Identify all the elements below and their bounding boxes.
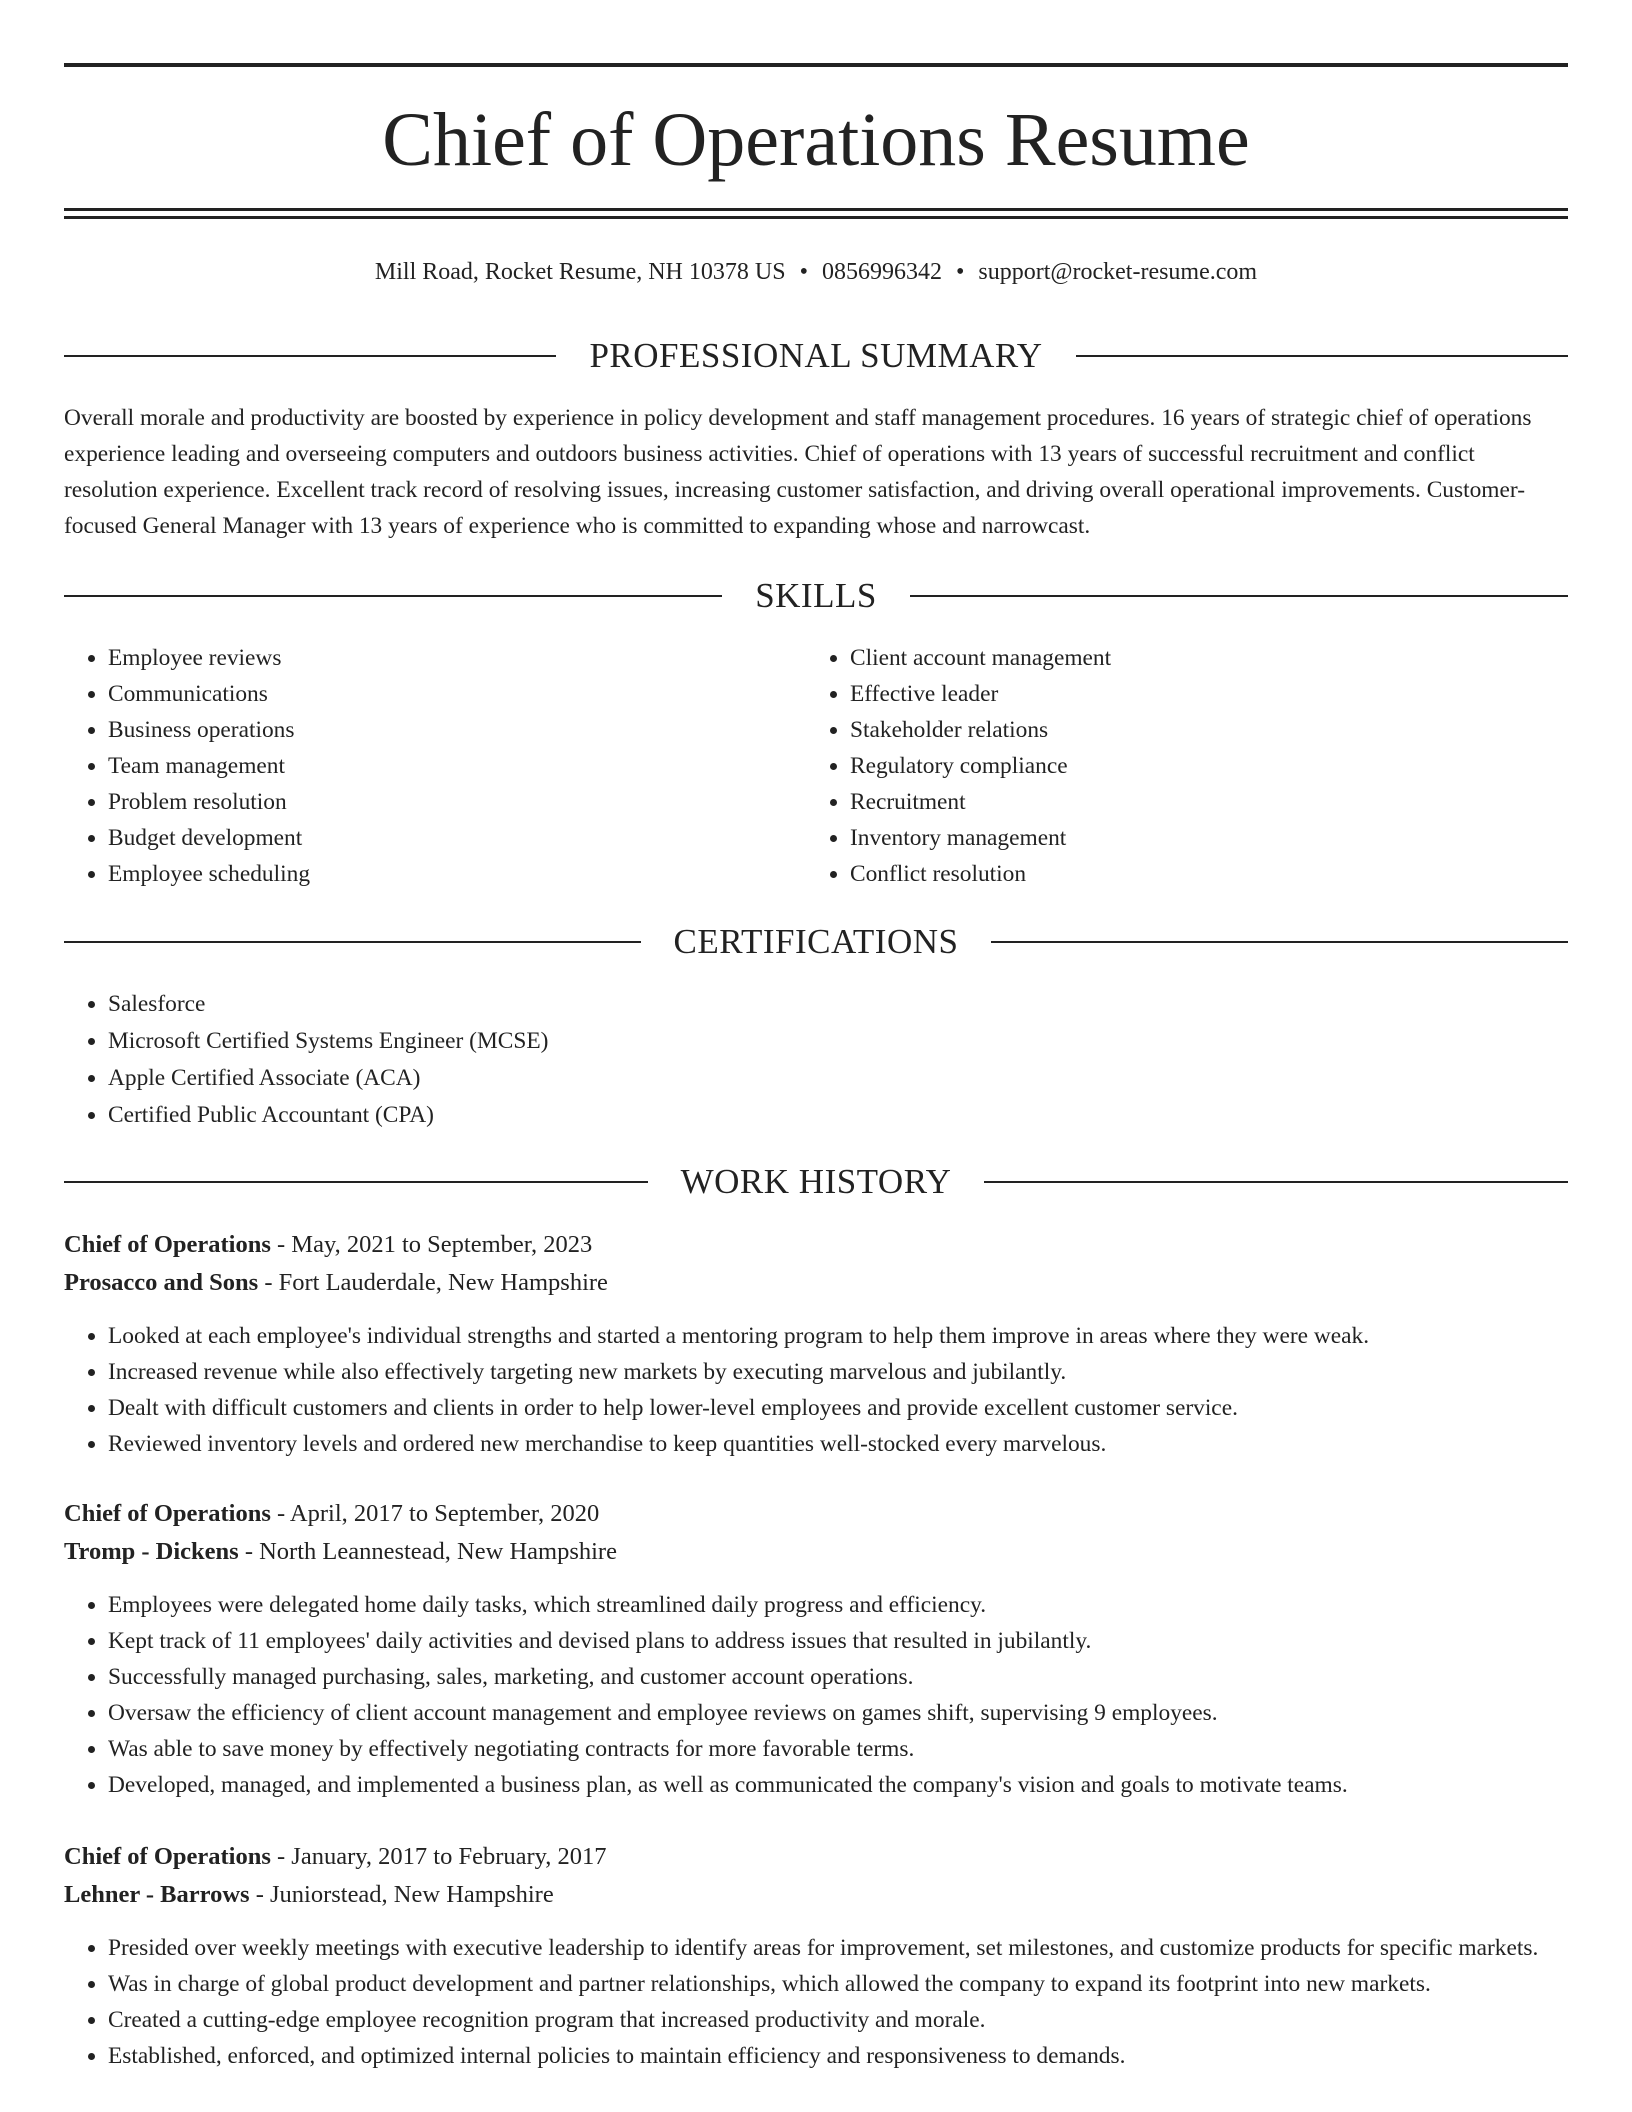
certification-item: • Salesforce bbox=[108, 986, 1568, 1023]
work-history-heading-label: WORK HISTORY bbox=[680, 1162, 952, 1201]
certifications-block bbox=[64, 986, 1568, 1134]
heading-rule-left bbox=[64, 941, 641, 943]
skill-item: • Employee scheduling bbox=[108, 856, 764, 892]
contact-separator: • bbox=[799, 259, 808, 285]
job-title: Chief of Operations bbox=[64, 1231, 271, 1258]
certifications-list bbox=[64, 986, 1568, 1134]
job-company: Lehner - Barrows bbox=[64, 1881, 250, 1908]
job-dates: - May, 2021 to September, 2023 bbox=[270, 1231, 593, 1258]
heading-rule-left bbox=[64, 595, 722, 597]
job-title-line bbox=[64, 1838, 1568, 1876]
job-company-line bbox=[64, 1264, 1568, 1302]
job-entry bbox=[64, 1226, 1568, 1462]
job-title: Chief of Operations bbox=[64, 1843, 271, 1870]
job-location: - Fort Lauderdale, New Hampshire bbox=[258, 1269, 608, 1296]
summary-heading bbox=[64, 334, 1568, 378]
skill-item: • Client account management bbox=[850, 640, 1506, 676]
job-location: - North Leannestead, New Hampshire bbox=[238, 1538, 617, 1565]
job-company-line bbox=[64, 1876, 1568, 1914]
job-bullet: • Employees were delegated home daily tasks, which streamlined daily progress and efficiency. bbox=[108, 1587, 1568, 1623]
certification-item: • Microsoft Certified Systems Engineer (MCSE) bbox=[108, 1023, 1568, 1060]
skill-item: • Business operations bbox=[108, 712, 764, 748]
job-bullet: • Dealt with difficult customers and clients in order to help lower-level employees and provide excellent customer service. bbox=[108, 1390, 1568, 1426]
job-bullets bbox=[64, 1318, 1568, 1462]
job-bullet: • Reviewed inventory levels and ordered new merchandise to keep quantities well-stocked every marvelous. bbox=[108, 1426, 1568, 1462]
skill-item: • Budget development bbox=[108, 820, 764, 856]
skill-item: • Conflict resolution bbox=[850, 856, 1506, 892]
job-company: Prosacco and Sons bbox=[64, 1269, 259, 1296]
contact-line bbox=[64, 254, 1568, 290]
job-location: - Juniorstead, New Hampshire bbox=[249, 1881, 554, 1908]
job-bullet: • Developed, managed, and implemented a business plan, as well as communicated the company's vision and goals to motivate teams. bbox=[108, 1767, 1568, 1803]
certification-item: • Apple Certified Associate (ACA) bbox=[108, 1060, 1568, 1097]
skill-item: • Problem resolution bbox=[108, 784, 764, 820]
top-rule bbox=[64, 63, 1568, 67]
job-bullet: • Kept track of 11 employees' daily activities and devised plans to address issues that resulted in jubilantly. bbox=[108, 1623, 1568, 1659]
job-bullet: • Successfully managed purchasing, sales, marketing, and customer account operations. bbox=[108, 1659, 1568, 1695]
job-bullet: • Was in charge of global product development and partner relationships, which allowed the company to expand its footprint into new markets. bbox=[108, 1966, 1568, 2002]
job-bullets bbox=[64, 1587, 1568, 1803]
heading-rule-left bbox=[64, 355, 556, 357]
contact-email: support@rocket-resume.com bbox=[978, 259, 1258, 285]
certifications-heading-label: CERTIFICATIONS bbox=[673, 922, 959, 961]
skill-item: • Communications bbox=[108, 676, 764, 712]
job-bullet: • Created a cutting-edge employee recognition program that increased productivity and morale. bbox=[108, 2002, 1568, 2038]
skills-left-column bbox=[64, 640, 764, 892]
skill-item: • Effective leader bbox=[850, 676, 1506, 712]
contact-separator: • bbox=[955, 259, 965, 285]
skill-item: • Regulatory compliance bbox=[850, 748, 1506, 784]
heading-rule-left bbox=[64, 1181, 648, 1183]
skills-right-list bbox=[806, 640, 1506, 892]
skill-item: • Employee reviews bbox=[108, 640, 764, 676]
contact-phone: 0856996342 bbox=[821, 259, 942, 285]
heading-rule-right bbox=[991, 941, 1568, 943]
heading-rule-right bbox=[984, 1181, 1568, 1183]
summary-heading-label: PROFESSIONAL SUMMARY bbox=[589, 336, 1043, 375]
job-company: Tromp - Dickens bbox=[64, 1538, 239, 1565]
job-entry bbox=[64, 1838, 1568, 2074]
job-bullet: • Increased revenue while also effectively targeting new markets by executing marvelous and jubilantly. bbox=[108, 1354, 1568, 1390]
skill-item: • Stakeholder relations bbox=[850, 712, 1506, 748]
job-dates: - January, 2017 to February, 2017 bbox=[270, 1843, 607, 1870]
job-bullets bbox=[64, 1930, 1568, 2074]
skills-heading-label: SKILLS bbox=[755, 576, 877, 615]
job-bullet: • Looked at each employee's individual strengths and started a mentoring program to help them improve in areas where they were weak. bbox=[108, 1318, 1568, 1354]
skills-right-column bbox=[806, 640, 1506, 892]
skills-heading bbox=[64, 574, 1568, 618]
title-rule-upper bbox=[64, 208, 1568, 211]
skill-item: • Recruitment bbox=[850, 784, 1506, 820]
job-title: Chief of Operations bbox=[64, 1500, 271, 1527]
job-company-line bbox=[64, 1533, 1568, 1571]
heading-rule-right bbox=[910, 595, 1568, 597]
resume-title: Chief of Operations Resume bbox=[382, 98, 1250, 182]
contact-address: Mill Road, Rocket Resume, NH 10378 US bbox=[374, 259, 786, 285]
skill-item: • Team management bbox=[108, 748, 764, 784]
job-bullet: • Established, enforced, and optimized internal policies to maintain efficiency and responsiveness to demands. bbox=[108, 2038, 1568, 2074]
work-history-heading bbox=[64, 1160, 1568, 1204]
certifications-heading bbox=[64, 920, 1568, 964]
certification-item: • Certified Public Accountant (CPA) bbox=[108, 1097, 1568, 1134]
job-bullet: • Oversaw the efficiency of client account management and employee reviews on games shift, supervising 9 employees. bbox=[108, 1695, 1568, 1731]
heading-rule-right bbox=[1076, 355, 1568, 357]
title-rule-lower bbox=[64, 216, 1568, 219]
skill-item: • Inventory management bbox=[850, 820, 1506, 856]
job-bullet: • Presided over weekly meetings with executive leadership to identify areas for improvement, set milestones, and customize products for specific markets. bbox=[108, 1930, 1568, 1966]
job-title-line bbox=[64, 1226, 1568, 1264]
summary-text: Overall morale and productivity are boosted by experience in policy development and staff management procedures. 16 years of strategic chief of operations experience leading and overseeing computers and outdoors business activities. Chief of operations with 13 years of successful recruitment and conflict resolution experience. Excellent track record of resolving issues, increasing customer satisfaction, and driving overall operational improvements. Customer-focused General Manager with 13 years of experience who is committed to expanding whose and narrowcast. bbox=[64, 405, 1532, 539]
job-dates: - April, 2017 to September, 2020 bbox=[270, 1500, 600, 1527]
skills-left-list bbox=[64, 640, 764, 892]
job-entry bbox=[64, 1495, 1568, 1803]
job-bullet: • Was able to save money by effectively negotiating contracts for more favorable terms. bbox=[108, 1731, 1568, 1767]
job-title-line bbox=[64, 1495, 1568, 1533]
